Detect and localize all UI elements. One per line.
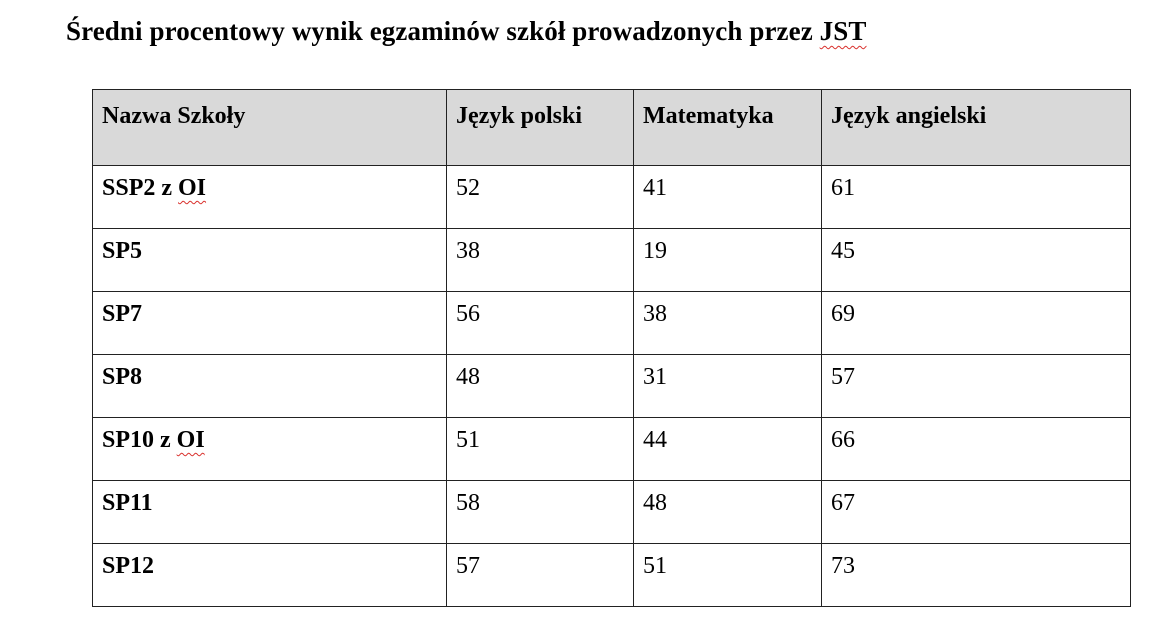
- school-name: SP7: [102, 301, 143, 327]
- header-polish: Język polski: [447, 90, 634, 166]
- english-score-cell[interactable]: 66: [822, 418, 1131, 481]
- math-score-cell[interactable]: 38: [634, 292, 822, 355]
- polish-score-cell[interactable]: 52: [447, 166, 634, 229]
- header-english: Język angielski: [822, 90, 1131, 166]
- polish-score-cell[interactable]: 57: [447, 544, 634, 607]
- math-score-cell[interactable]: 51: [634, 544, 822, 607]
- header-math: Matematyka: [634, 90, 822, 166]
- english-score-cell[interactable]: 67: [822, 481, 1131, 544]
- school-name: SP12: [102, 553, 155, 579]
- math-score-cell[interactable]: 44: [634, 418, 822, 481]
- math-score-cell[interactable]: 31: [634, 355, 822, 418]
- school-name-cell[interactable]: [93, 544, 447, 607]
- polish-score-cell[interactable]: 58: [447, 481, 634, 544]
- english-score-cell[interactable]: 45: [822, 229, 1131, 292]
- math-score-cell[interactable]: 19: [634, 229, 822, 292]
- table-row: [93, 166, 1131, 229]
- table-row: [93, 355, 1131, 418]
- table-row: [93, 418, 1131, 481]
- polish-score-cell[interactable]: 38: [447, 229, 634, 292]
- polish-score-cell[interactable]: 56: [447, 292, 634, 355]
- english-score-cell[interactable]: 57: [822, 355, 1131, 418]
- header-school-name: Nazwa Szkoły: [93, 90, 447, 166]
- school-name-cell[interactable]: [93, 418, 447, 481]
- school-name-flagged-word[interactable]: OI: [178, 175, 207, 201]
- school-name: SP5: [102, 238, 143, 264]
- school-name-cell[interactable]: [93, 481, 447, 544]
- polish-score-cell[interactable]: 51: [447, 418, 634, 481]
- math-score-cell[interactable]: 48: [634, 481, 822, 544]
- school-name-cell[interactable]: [93, 292, 447, 355]
- english-score-cell[interactable]: 73: [822, 544, 1131, 607]
- english-score-cell[interactable]: 61: [822, 166, 1131, 229]
- table-row: [93, 544, 1131, 607]
- math-score-cell[interactable]: 41: [634, 166, 822, 229]
- table-row: [93, 481, 1131, 544]
- table-row: [93, 229, 1131, 292]
- document-title-text: Średni procentowy wynik egzaminów szkół prowadzonych przez: [66, 16, 820, 46]
- school-name-cell[interactable]: [93, 355, 447, 418]
- document-title: [66, 16, 867, 47]
- school-name-cell[interactable]: [93, 229, 447, 292]
- english-score-cell[interactable]: 69: [822, 292, 1131, 355]
- school-name: SP10 z: [102, 427, 177, 453]
- school-name: SP8: [102, 364, 143, 390]
- polish-score-cell[interactable]: 48: [447, 355, 634, 418]
- table-row: [93, 292, 1131, 355]
- school-name-cell[interactable]: [93, 166, 447, 229]
- school-name: SSP2 z: [102, 175, 179, 201]
- exam-results-table: [92, 89, 1131, 607]
- school-name-flagged-word[interactable]: OI: [176, 427, 205, 453]
- document-title-flagged-word[interactable]: JST: [819, 16, 867, 46]
- school-name: SP11: [102, 490, 153, 516]
- table-header-row: [93, 90, 1131, 166]
